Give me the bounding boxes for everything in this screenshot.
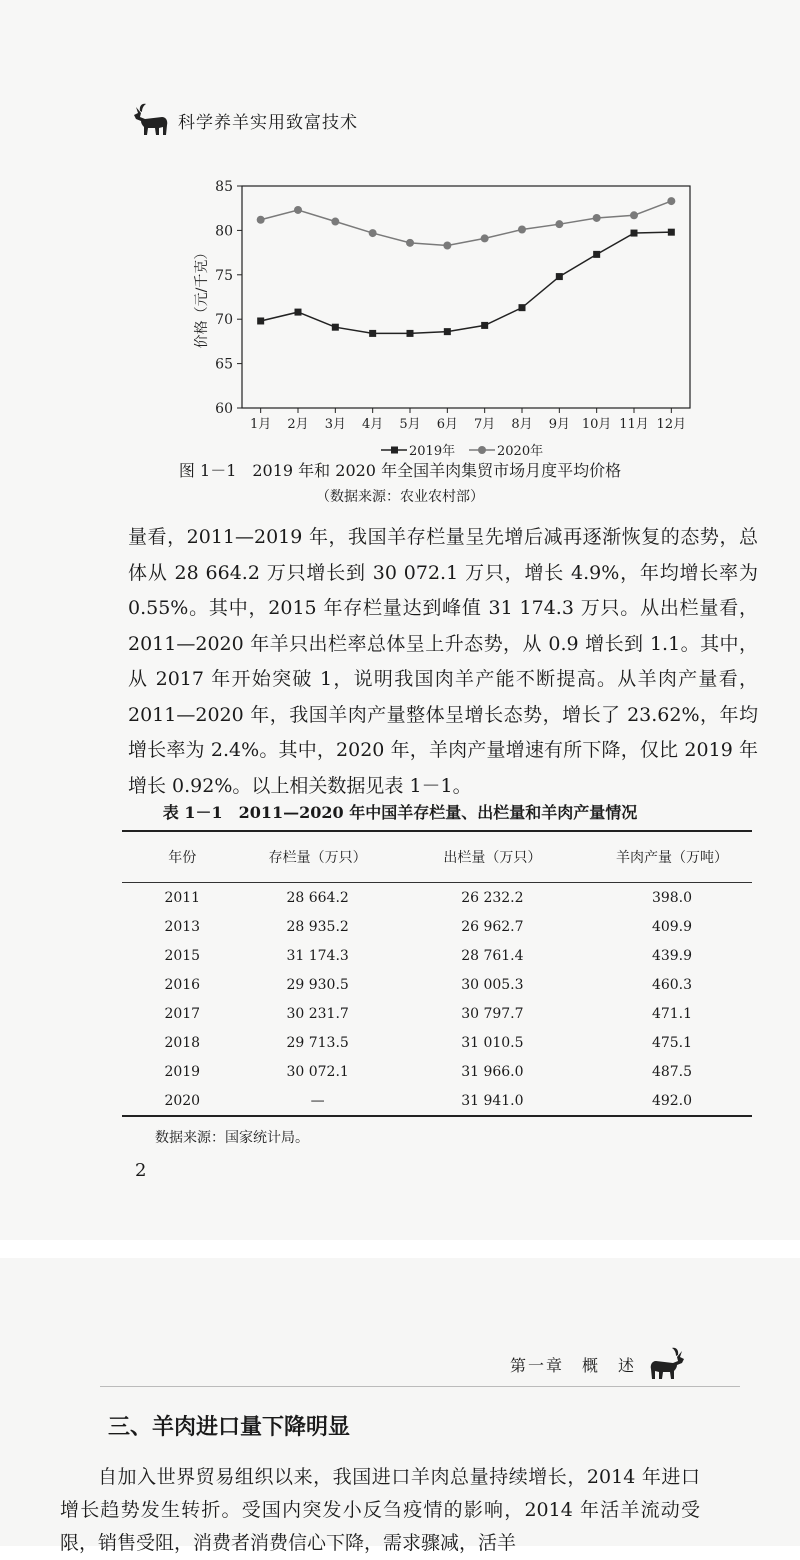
table-header-row xyxy=(122,831,752,883)
cell-slaughter: 26 232.2 xyxy=(461,889,524,906)
data-point xyxy=(257,216,265,224)
data-point xyxy=(630,211,638,219)
table-row xyxy=(122,999,752,1028)
cell-stock: 28 935.2 xyxy=(286,918,349,935)
data-point xyxy=(481,322,488,329)
cell-year: 2020 xyxy=(122,1086,243,1116)
cell-slaughter: 28 761.4 xyxy=(461,947,524,964)
table-row xyxy=(122,1086,752,1116)
chapter-header xyxy=(510,1345,692,1383)
header-output: 羊肉产量（万吨） xyxy=(592,831,752,883)
table-row xyxy=(122,1028,752,1057)
legend-label-2019: 2019年 xyxy=(409,444,456,459)
cell-slaughter: 31 941.0 xyxy=(393,1086,592,1116)
data-point xyxy=(518,226,526,234)
cell-slaughter: 31 010.5 xyxy=(461,1034,524,1051)
x-tick-label: 4月 xyxy=(362,417,384,432)
cell-year: 2019 xyxy=(164,1063,201,1080)
data-point xyxy=(257,317,264,324)
section-heading: 三、羊肉进口量下降明显 xyxy=(108,1414,351,1440)
x-tick-label: 10月 xyxy=(581,417,612,432)
series-line-2020年 xyxy=(261,201,672,245)
data-point xyxy=(443,241,451,249)
data-point xyxy=(631,230,638,237)
cell-output: 475.1 xyxy=(651,1034,693,1051)
figure-caption: 图 1－1 2019 年和 2020 年全国羊肉集贸市场月度平均价格 xyxy=(178,461,622,480)
cell-slaughter: 30 797.7 xyxy=(461,1005,524,1022)
cell-output: 471.1 xyxy=(651,1005,693,1022)
cell-stock: 28 664.2 xyxy=(286,889,349,906)
data-point xyxy=(294,206,302,214)
cell-stock: — xyxy=(243,1086,393,1116)
table-row xyxy=(122,883,752,913)
header-stock: 存栏量（万只） xyxy=(243,831,393,883)
data-point xyxy=(668,229,675,236)
x-tick-label: 11月 xyxy=(619,417,649,432)
x-tick-label: 12月 xyxy=(656,417,687,432)
cell-stock: 30 072.1 xyxy=(286,1063,349,1080)
cell-output: 460.3 xyxy=(651,976,693,993)
table-title: 表 1－1 2011—2020 年中国羊存栏量、出栏量和羊肉产量情况 xyxy=(162,803,638,822)
table-row xyxy=(122,970,752,999)
cell-year: 2017 xyxy=(164,1005,201,1022)
x-tick-label: 1月 xyxy=(250,417,272,432)
y-tick-label: 60 xyxy=(215,401,233,417)
table-row xyxy=(122,912,752,941)
data-table xyxy=(122,830,752,1117)
running-header xyxy=(132,100,358,140)
data-point xyxy=(331,218,339,226)
price-line-chart xyxy=(190,170,710,460)
y-tick-label: 80 xyxy=(215,223,233,240)
chart-svg xyxy=(190,170,710,460)
x-tick-label: 3月 xyxy=(324,417,346,432)
data-point xyxy=(444,328,451,335)
legend-marker-2019 xyxy=(391,447,398,454)
y-axis-label: 价格（元/千克） xyxy=(194,245,210,349)
y-tick-label: 85 xyxy=(215,179,233,195)
x-tick-label: 2月 xyxy=(287,417,309,432)
cell-year: 2018 xyxy=(164,1034,201,1051)
page-number: 2 xyxy=(135,1160,147,1181)
y-tick-label: 75 xyxy=(215,267,233,284)
body-text xyxy=(128,520,758,804)
cell-year: 2015 xyxy=(164,947,201,964)
plot-frame xyxy=(242,186,690,408)
table-row xyxy=(122,941,752,970)
data-point xyxy=(406,239,414,247)
body-paragraph: 量看，2011—2019 年，我国羊存栏量呈先增后减再逐渐恢复的态势，总体从 28 664.2 万只增长到 30 072.1 万只，增长 4.9%，年均增长率为 0.55%。其中，2015 年存栏量达到峰值 31 174.3 万只。从出栏量看，2011—2020 年羊只出栏率总体呈上升态势，从 0.9 增长到 1.1。其中，从 2017 年开始突破 1，说明我国肉羊产能不断提高。从羊肉产量看，2011—2020 年，我国羊肉产量整体呈增长态势，增长了 23.62%，年均增长率为 2.4%。其中，2020 年，羊肉产量增速有所下降，仅比 2019 年增长 0.92%。以上相关数据见表 1－1。 xyxy=(128,526,758,797)
data-point xyxy=(369,229,377,237)
data-point xyxy=(556,273,563,280)
cell-slaughter: 26 962.7 xyxy=(461,918,524,935)
data-point xyxy=(519,304,526,311)
chapter-title: 第一章 概 述 xyxy=(510,1355,637,1375)
data-point xyxy=(407,330,414,337)
cell-output: 398.0 xyxy=(651,889,693,906)
legend-marker-2020 xyxy=(478,446,486,454)
y-tick-label: 70 xyxy=(215,312,233,329)
data-point xyxy=(332,324,339,331)
cell-output: 487.5 xyxy=(651,1063,693,1080)
series-line-2019年 xyxy=(261,232,672,333)
table-row xyxy=(122,1057,752,1086)
cell-stock: 29 930.5 xyxy=(286,976,349,993)
header-year: 年份 xyxy=(122,831,243,883)
x-tick-label: 5月 xyxy=(399,417,421,432)
cell-year: 2011 xyxy=(164,889,201,906)
x-tick-label: 7月 xyxy=(474,417,496,432)
body-text-page2 xyxy=(60,1461,700,1560)
goat-icon xyxy=(132,101,172,139)
cell-slaughter: 31 966.0 xyxy=(461,1063,524,1080)
cell-year: 2013 xyxy=(164,918,201,935)
legend-label-2020: 2020年 xyxy=(497,444,544,459)
x-tick-label: 6月 xyxy=(436,417,458,432)
header-title: 科学养羊实用致富技术 xyxy=(178,112,358,133)
cell-output: 492.0 xyxy=(592,1086,752,1116)
data-point xyxy=(555,220,563,228)
header-slaughter: 出栏量（万只） xyxy=(393,831,592,883)
x-tick-label: 8月 xyxy=(511,417,533,432)
figure-source: （数据来源：农业农村部） xyxy=(316,489,484,505)
table-source: 数据来源：国家统计局。 xyxy=(155,1130,309,1146)
header-rule xyxy=(100,1386,740,1387)
goat-icon xyxy=(646,1345,686,1383)
cell-stock: 30 231.7 xyxy=(286,1005,349,1022)
cell-output: 439.9 xyxy=(651,947,693,964)
data-point xyxy=(593,214,601,222)
cell-stock: 31 174.3 xyxy=(286,947,349,964)
data-point xyxy=(369,330,376,337)
body-paragraph-page2: 自加入世界贸易组织以来，我国进口羊肉总量持续增长，2014 年进口增长趋势发生转折。受国内突发小反刍疫情的影响，2014 年活羊流动受限，销售受阻，消费者消费信心下降，需求骤减，活羊 xyxy=(60,1466,700,1554)
cell-stock: 29 713.5 xyxy=(286,1034,349,1051)
page-gap xyxy=(0,1240,800,1258)
x-tick-label: 9月 xyxy=(548,417,570,432)
data-point xyxy=(667,197,675,205)
cell-slaughter: 30 005.3 xyxy=(461,976,524,993)
y-tick-label: 65 xyxy=(215,356,233,373)
data-point xyxy=(481,234,489,242)
data-point xyxy=(295,309,302,316)
data-point xyxy=(593,251,600,258)
cell-output: 409.9 xyxy=(651,918,693,935)
cell-year: 2016 xyxy=(164,976,201,993)
